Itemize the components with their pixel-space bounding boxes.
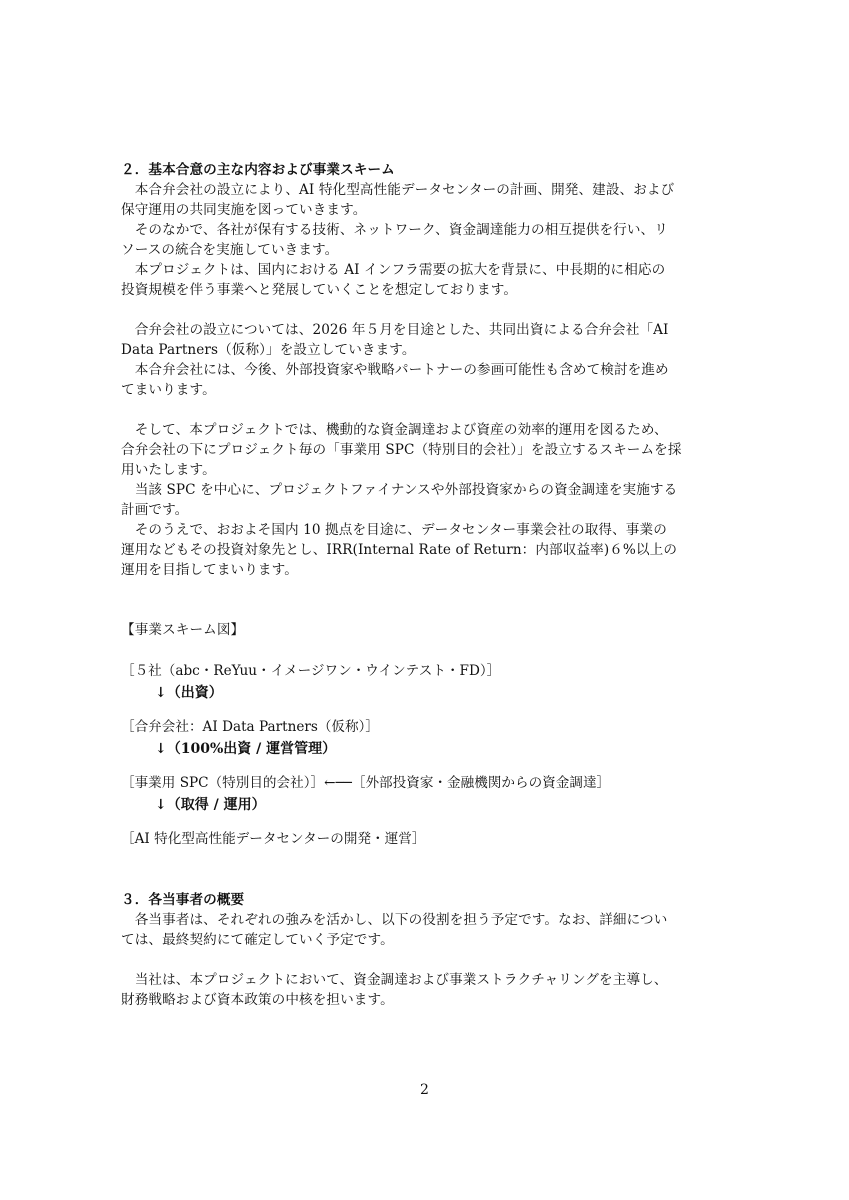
spacer [121, 580, 731, 620]
scheme-box-joint-venture: ［合弁会社：AI Data Partners（仮称）］ [121, 719, 380, 735]
spacer [121, 950, 731, 970]
spacer [121, 300, 731, 320]
scheme-arrow-operation: ↓（取得 / 運用） [155, 797, 266, 813]
scheme-arrow-investment: ↓（出資） [155, 685, 223, 701]
scheme-arrow-management: ↓（100%出資 / 運営管理） [155, 741, 337, 757]
spacer [121, 816, 731, 828]
paragraph-line: ては、最終契約にて確定していく予定です。 [121, 932, 394, 948]
spacer [121, 760, 731, 772]
paragraph-line: 合弁会社の下にプロジェクト毎の「事業用 SPC（特別目的会社）」を設立するスキームを採 [121, 442, 682, 458]
paragraph-line: てまいります。 [121, 382, 216, 398]
scheme-box-datacenter: ［AI 特化型高性能データセンターの開発・運営］ [121, 831, 426, 847]
paragraph-line: 財務戦略および資本政策の中核を担います。 [121, 992, 394, 1008]
paragraph-line: 本合弁会社には、今後、外部投資家や戦略パートナーの参画可能性も含めて検討を進め [121, 362, 669, 378]
paragraph-line: 用いたします。 [121, 462, 216, 478]
section-3-heading: ３．各当事者の概要 [121, 892, 245, 908]
paragraph-line: 本プロジェクトは、国内における AI インフラ需要の拡大を背景に、中長期的に相応の [121, 262, 666, 278]
paragraph-line: 投資規模を伴う事業へと発展していくことを想定しております。 [121, 282, 518, 298]
paragraph-line: 運用などもその投資対象先とし、IRR(Internal Rate of Return：内部収益率)６%以上の [121, 542, 678, 558]
scheme-title: 【事業スキーム図】 [121, 622, 245, 638]
paragraph-line: 本合弁会社の設立により、AI 特化型高性能データセンターの計画、開発、建設、および [121, 182, 675, 198]
paragraph-line: Data Partners（仮称）」を設立していきます。 [121, 342, 416, 358]
scheme-box-spc: ［事業用 SPC（特別目的会社）］←──［外部投資家・金融機関からの資金調達］ [121, 775, 611, 791]
paragraph-line: 当社は、本プロジェクトにおいて、資金調達および事業ストラクチャリングを主導し、 [121, 972, 668, 988]
paragraph-line: 合弁会社の設立については、2026 年５月を目途とした、共同出資による合弁会社「AI [121, 322, 669, 338]
spacer [121, 850, 731, 890]
paragraph-line: そして、本プロジェクトでは、機動的な資金調達および資産の効率的運用を図るため、 [121, 422, 668, 438]
paragraph-line: 運用を目指してまいります。 [121, 562, 298, 578]
page-number: 2 [420, 1082, 429, 1098]
paragraph-line: ソースの統合を実施していきます。 [121, 242, 339, 258]
scheme-box-investors: ［５社（abc・ReYuu・イメージワン・ウインテスト・FD）］ [121, 663, 501, 679]
paragraph-line: 当該 SPC を中心に、プロジェクトファイナンスや外部投資家からの資金調達を実施する [121, 482, 678, 498]
paragraph-line: 各当事者は、それぞれの強みを活かし、以下の役割を担う予定です。なお、詳細につい [121, 912, 668, 928]
paragraph-line: 保守運用の共同実施を図っていきます。 [121, 202, 367, 218]
section-2-heading: ２．基本合意の主な内容および事業スキーム [121, 162, 395, 178]
spacer [121, 704, 731, 716]
document-body [121, 160, 731, 1010]
spacer [121, 400, 731, 420]
paragraph-line: そのうえで、おおよそ国内 10 拠点を目途に、データセンター事業会社の取得、事業の [121, 522, 667, 538]
paragraph-line: 計画です。 [121, 502, 189, 518]
paragraph-line: そのなかで、各社が保有する技術、ネットワーク、資金調達能力の相互提供を行い、リ [121, 222, 668, 238]
spacer [121, 640, 731, 660]
